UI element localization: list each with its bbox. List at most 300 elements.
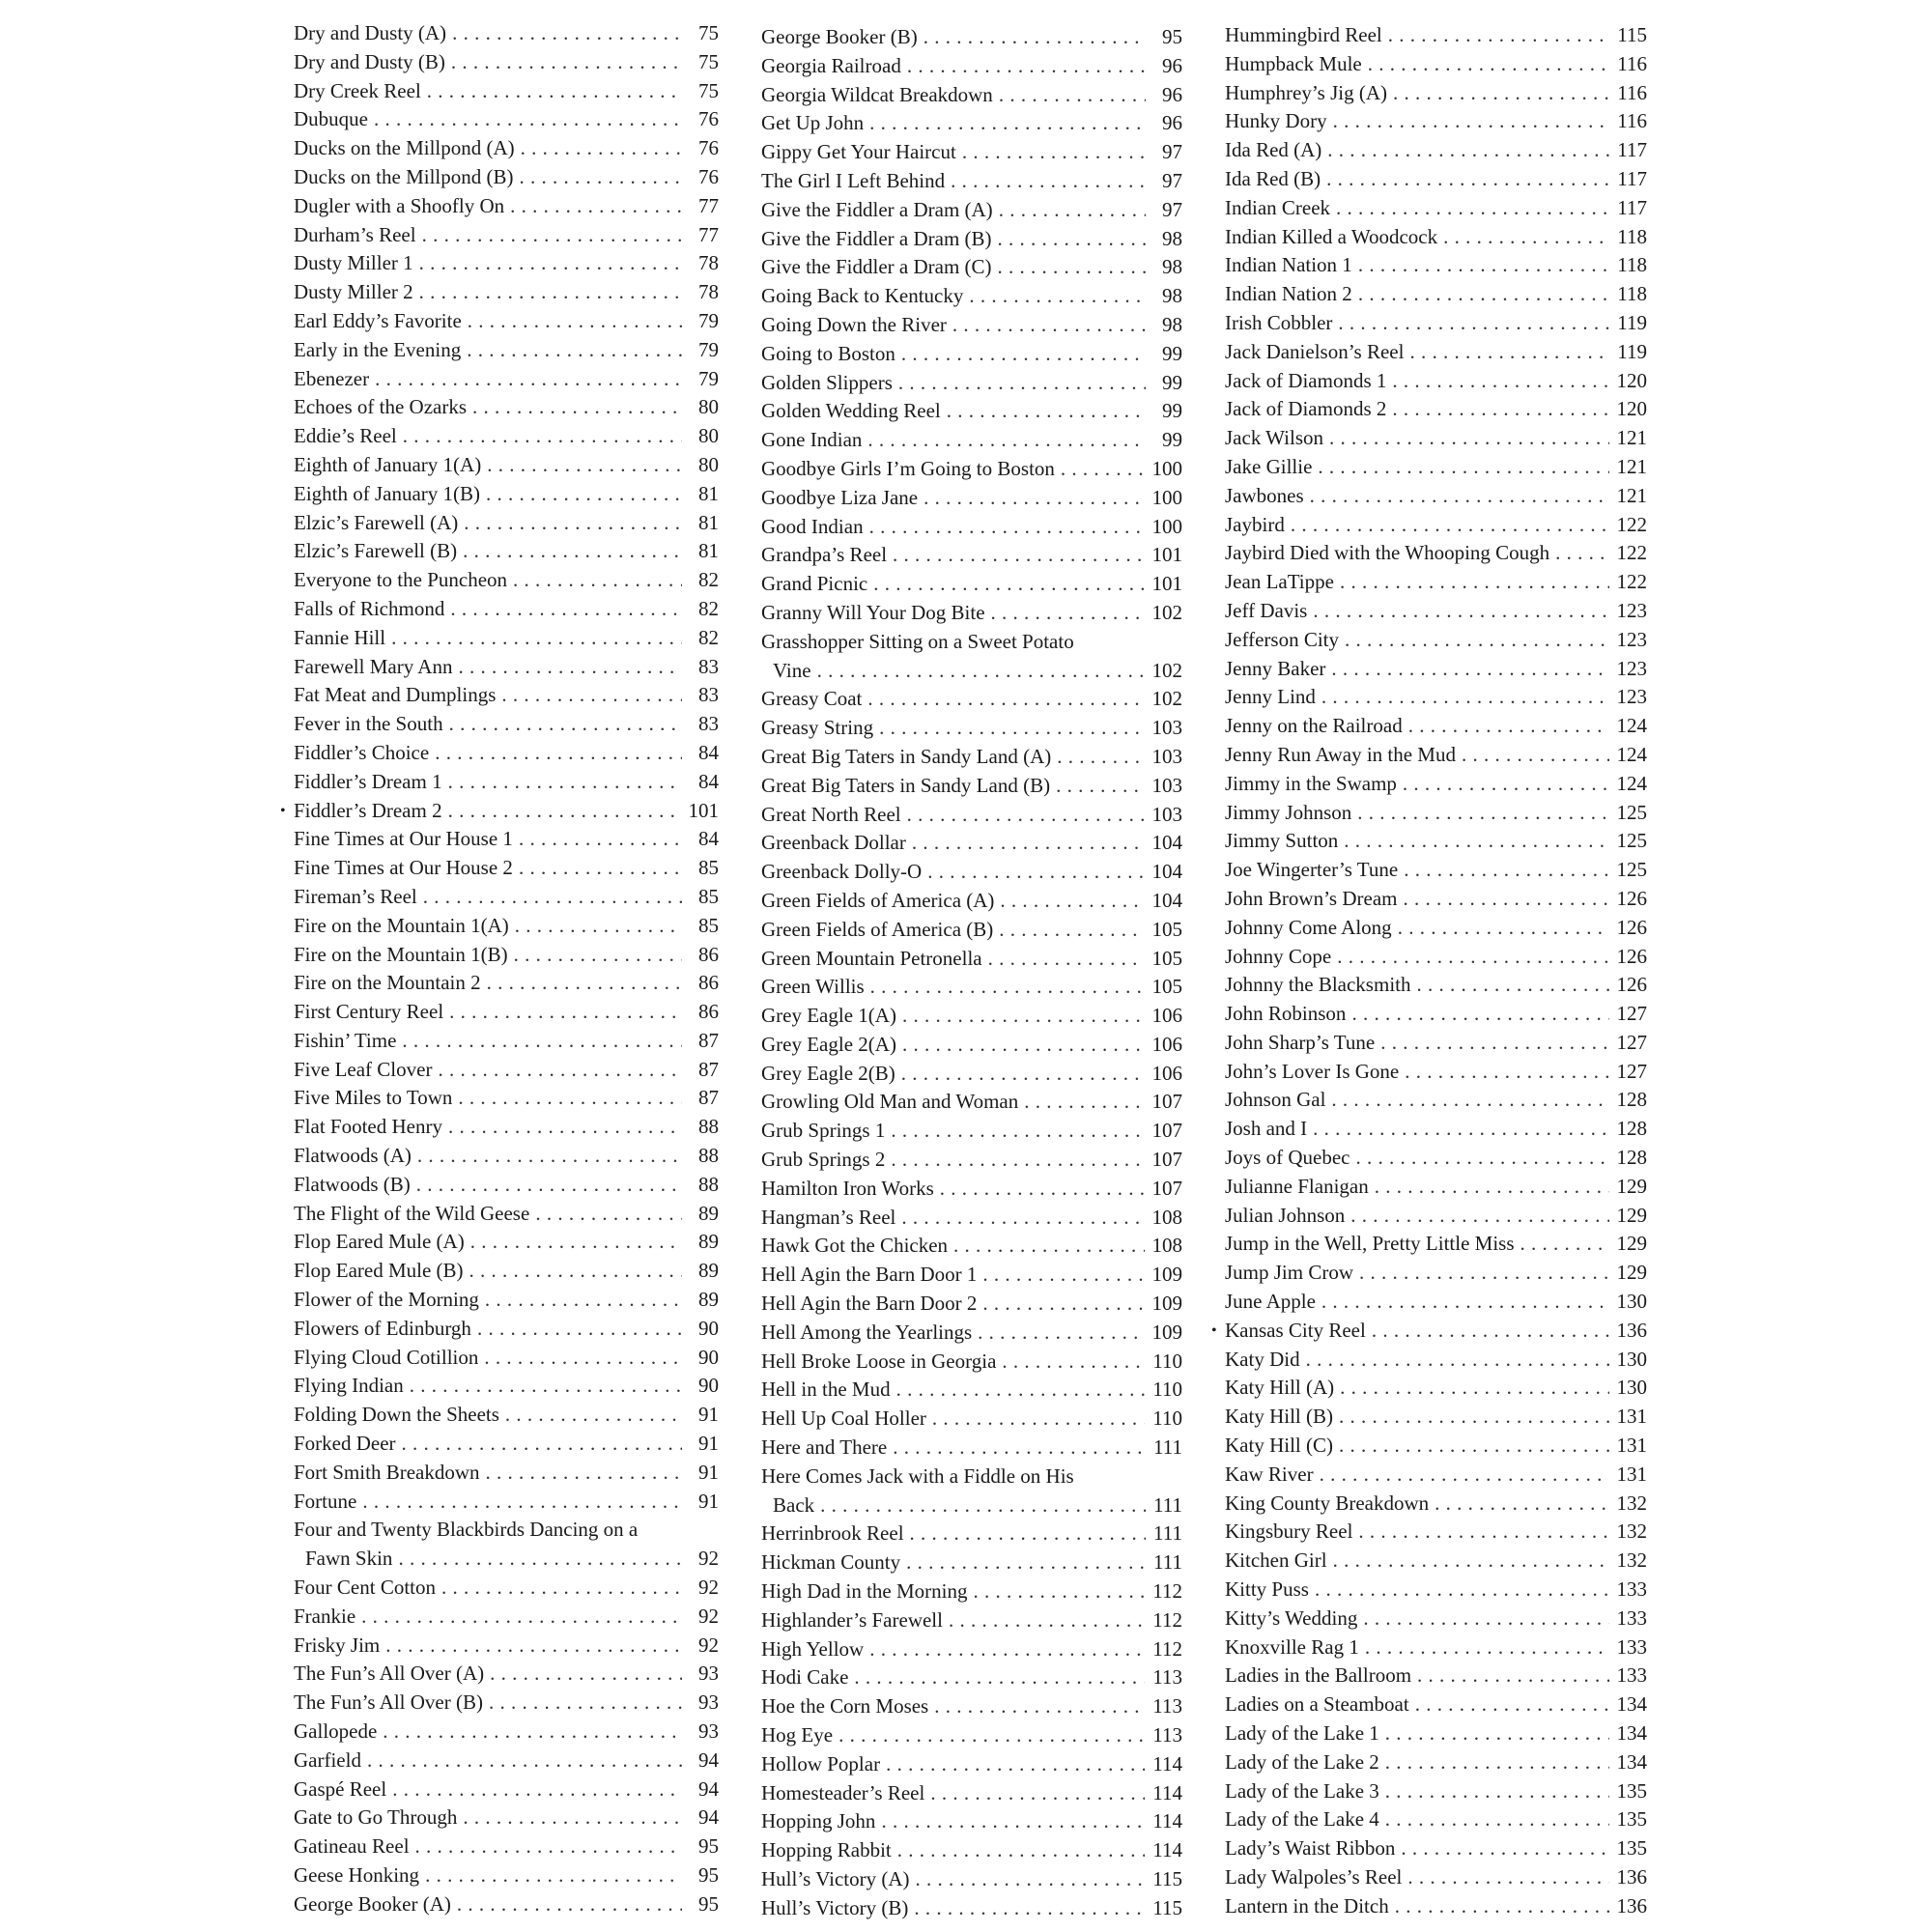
entry-page-number: 127: [1616, 1059, 1647, 1083]
index-entry[interactable]: [761, 253, 1182, 282]
dot-leader: [1401, 1834, 1608, 1863]
index-entry[interactable]: [761, 1463, 1182, 1520]
index-entry[interactable]: [294, 365, 719, 394]
index-entry[interactable]: [761, 1434, 1182, 1463]
index-entry[interactable]: [1211, 1317, 1647, 1346]
index-entry[interactable]: [1225, 770, 1647, 799]
entry-page-number: 128: [1616, 1117, 1647, 1141]
index-entry[interactable]: [1225, 1576, 1647, 1605]
index-entry[interactable]: [294, 825, 719, 854]
index-entry[interactable]: [294, 278, 719, 307]
index-entry[interactable]: [1225, 712, 1647, 741]
index-entry[interactable]: [1225, 338, 1647, 367]
dot-leader: [869, 1635, 1145, 1664]
index-entry[interactable]: [294, 941, 719, 970]
index-entry[interactable]: [761, 916, 1182, 945]
index-entry[interactable]: [1225, 914, 1647, 943]
index-entry[interactable]: [761, 167, 1182, 196]
index-entry[interactable]: [1225, 1690, 1647, 1719]
index-entry[interactable]: [1225, 1374, 1647, 1403]
index-entry[interactable]: [1225, 165, 1647, 194]
index-entry[interactable]: [294, 1027, 719, 1056]
index-entry[interactable]: [761, 1894, 1182, 1923]
entry-page-number: 100: [1151, 456, 1182, 480]
entry-line: [1225, 1317, 1647, 1346]
index-entry[interactable]: [761, 1779, 1182, 1808]
entry-page-number: 89: [698, 1288, 719, 1312]
index-entry[interactable]: [1225, 1719, 1647, 1748]
index-entry[interactable]: [1225, 107, 1647, 136]
index-entry[interactable]: [1225, 1863, 1647, 1892]
entry-title: Irish Cobbler: [1225, 310, 1333, 334]
index-entry[interactable]: [761, 1635, 1182, 1664]
entry-title: Great Big Taters in Sandy Land (B): [761, 773, 1051, 797]
index-entry[interactable]: [294, 1228, 719, 1257]
index-entry[interactable]: [761, 1836, 1182, 1865]
index-entry[interactable]: [294, 192, 719, 221]
index-entry[interactable]: [1225, 1662, 1647, 1690]
dot-leader: [817, 657, 1145, 686]
index-entry[interactable]: [761, 1807, 1182, 1836]
dot-leader: [934, 1692, 1145, 1721]
index-entry[interactable]: [761, 1692, 1182, 1721]
dot-leader: [1404, 856, 1608, 885]
entry-page-number: 133: [1616, 1577, 1647, 1602]
index-entry[interactable]: [761, 1663, 1182, 1692]
index-entry[interactable]: [761, 714, 1182, 743]
index-entry[interactable]: [761, 801, 1182, 830]
index-entry[interactable]: [1225, 482, 1647, 511]
index-entry[interactable]: [761, 1577, 1182, 1606]
entry-title: Four Cent Cotton: [294, 1576, 437, 1600]
entry-line: [294, 1027, 719, 1056]
entry-title: Great Big Taters in Sandy Land (A): [761, 744, 1052, 768]
entry-page-number: 116: [1617, 109, 1647, 133]
dot-leader: [962, 138, 1146, 167]
index-entry[interactable]: [761, 1348, 1182, 1377]
index-entry[interactable]: [294, 883, 719, 912]
index-entry[interactable]: [761, 196, 1182, 225]
index-entry[interactable]: [1225, 280, 1647, 309]
entry-page-number: 115: [1152, 1867, 1182, 1890]
index-entry[interactable]: [761, 484, 1182, 513]
index-entry[interactable]: [1225, 367, 1647, 396]
index-entry[interactable]: [761, 1376, 1182, 1405]
index-entry[interactable]: [1225, 1490, 1647, 1519]
index-entry[interactable]: [294, 1459, 719, 1488]
index-entry[interactable]: [761, 1606, 1182, 1635]
entry-line: [1225, 683, 1647, 712]
entry-page-number: 98: [1162, 312, 1182, 336]
index-entry[interactable]: [1225, 511, 1647, 540]
index-entry[interactable]: [294, 1804, 719, 1833]
entry-page-number: 92: [698, 1547, 719, 1571]
index-entry[interactable]: [294, 393, 719, 422]
entry-page-number: 121: [1616, 454, 1647, 478]
index-entry[interactable]: [294, 1113, 719, 1142]
index-entry[interactable]: [761, 1290, 1182, 1319]
entry-title: Folding Down the Sheets: [294, 1403, 499, 1427]
dot-leader: [891, 1117, 1144, 1146]
index-entry[interactable]: [294, 969, 719, 998]
dot-leader: [1443, 223, 1609, 252]
index-entry[interactable]: [294, 1344, 719, 1373]
entry-page-number: 128: [1616, 1088, 1647, 1112]
index-entry[interactable]: [294, 1257, 719, 1286]
index-entry[interactable]: [294, 1372, 719, 1401]
entry-page-number: 75: [698, 49, 719, 73]
entry-page-number: 122: [1616, 570, 1647, 594]
entry-title: Dubuque: [294, 107, 368, 131]
dot-leader: [448, 1113, 682, 1142]
entry-title: Hummingbird Reel: [1225, 23, 1382, 46]
index-entry[interactable]: [294, 739, 719, 768]
entry-page-number: 85: [698, 856, 719, 880]
entry-title: Hell Among the Yearlings: [761, 1320, 973, 1344]
index-entry[interactable]: [1225, 1547, 1647, 1576]
index-entry[interactable]: [294, 537, 719, 566]
index-entry[interactable]: [1225, 136, 1647, 165]
index-entry[interactable]: [294, 624, 719, 653]
dot-leader: [949, 1606, 1145, 1635]
entry-line: [1225, 1518, 1647, 1547]
entry-line: [761, 1290, 1182, 1319]
index-entry[interactable]: [294, 1488, 719, 1517]
index-entry[interactable]: [1225, 1518, 1647, 1547]
entry-title: The Fun’s All Over (A): [294, 1662, 485, 1686]
entry-line: [761, 1175, 1182, 1204]
index-entry[interactable]: [1225, 1115, 1647, 1144]
entry-page-number: 135: [1616, 1807, 1647, 1832]
entry-line: [294, 249, 719, 278]
entry-line: [294, 1574, 719, 1603]
index-entry[interactable]: [1225, 1748, 1647, 1777]
index-entry[interactable]: [294, 1056, 719, 1085]
entry-line: [1225, 943, 1647, 972]
index-entry[interactable]: [294, 1689, 719, 1718]
index-entry[interactable]: [294, 710, 719, 739]
index-entry[interactable]: [761, 829, 1182, 858]
index-entry[interactable]: [294, 221, 719, 250]
index-entry[interactable]: [761, 1319, 1182, 1348]
index-entry[interactable]: [294, 1632, 719, 1661]
index-entry[interactable]: [294, 1890, 719, 1919]
entry-line: [761, 1088, 1182, 1117]
index-entry[interactable]: [294, 509, 719, 538]
dot-leader: [881, 1807, 1145, 1836]
index-entry[interactable]: [1225, 1000, 1647, 1029]
index-entry[interactable]: [761, 225, 1182, 254]
index-entry[interactable]: [761, 1261, 1182, 1290]
index-entry[interactable]: [294, 1833, 719, 1861]
index-entry[interactable]: [1225, 453, 1647, 482]
entry-line: [1225, 1605, 1647, 1634]
index-entry[interactable]: [761, 628, 1182, 686]
dot-leader: [1385, 1719, 1609, 1748]
index-entry[interactable]: [294, 134, 719, 163]
index-entry[interactable]: [761, 743, 1182, 772]
index-entry[interactable]: [761, 1088, 1182, 1117]
entry-page-number: 114: [1152, 1809, 1182, 1833]
index-entry[interactable]: [294, 653, 719, 682]
index-entry[interactable]: [294, 566, 719, 595]
index-entry[interactable]: [761, 109, 1182, 138]
dot-leader: [1363, 1605, 1608, 1634]
index-entry[interactable]: [294, 854, 719, 883]
entry-page-number: 129: [1616, 1232, 1647, 1256]
index-entry[interactable]: [761, 513, 1182, 542]
entry-line: [1225, 1029, 1647, 1058]
index-entry[interactable]: [761, 1060, 1182, 1089]
dot-leader: [1359, 1259, 1608, 1288]
index-entry[interactable]: [294, 105, 719, 134]
entry-line: [1225, 770, 1647, 799]
index-entry[interactable]: [294, 422, 719, 451]
index-entry[interactable]: [1225, 1086, 1647, 1115]
index-entry[interactable]: [761, 599, 1182, 628]
index-entry[interactable]: [1225, 655, 1647, 684]
index-entry[interactable]: [761, 1117, 1182, 1146]
dot-leader: [1388, 21, 1610, 50]
index-entry[interactable]: [761, 1002, 1182, 1031]
index-entry[interactable]: [1225, 395, 1647, 424]
index-entry[interactable]: [1225, 943, 1647, 972]
index-entry[interactable]: [761, 369, 1182, 398]
entry-title: Green Fields of America (B): [761, 917, 994, 941]
index-entry[interactable]: [761, 1750, 1182, 1779]
entry-page-number: 101: [688, 798, 719, 822]
dot-leader: [916, 1865, 1146, 1894]
index-entry[interactable]: [1225, 1432, 1647, 1461]
index-entry[interactable]: [1225, 1461, 1647, 1490]
index-entry[interactable]: [1225, 309, 1647, 338]
index-entry[interactable]: [1225, 1892, 1647, 1921]
index-entry[interactable]: [1225, 539, 1647, 568]
index-entry[interactable]: [1225, 683, 1647, 712]
entry-title: High Dad in the Morning: [761, 1579, 968, 1604]
entry-title: Kingsbury Reel: [1225, 1520, 1353, 1544]
index-entry[interactable]: [1225, 568, 1647, 597]
index-entry[interactable]: [294, 451, 719, 480]
entry-title: Georgia Wildcat Breakdown: [761, 82, 993, 106]
index-entry[interactable]: [761, 340, 1182, 369]
index-entry[interactable]: [1225, 1259, 1647, 1288]
index-entry[interactable]: [294, 998, 719, 1027]
entry-title: Fireman’s Reel: [294, 884, 417, 908]
entry-page-number: 123: [1616, 598, 1647, 622]
index-entry[interactable]: [294, 249, 719, 278]
index-entry[interactable]: [761, 887, 1182, 916]
index-entry[interactable]: [761, 1204, 1182, 1233]
index-entry[interactable]: [761, 81, 1182, 110]
index-entry[interactable]: [1225, 21, 1647, 50]
index-entry[interactable]: [1225, 50, 1647, 79]
index-entry[interactable]: [1225, 1029, 1647, 1058]
index-entry[interactable]: [294, 1603, 719, 1632]
index-entry[interactable]: [1225, 1777, 1647, 1806]
index-entry[interactable]: [294, 768, 719, 797]
dot-leader: [505, 1401, 682, 1430]
index-entry[interactable]: [294, 336, 719, 365]
index-entry[interactable]: [294, 1516, 719, 1574]
dot-leader: [448, 797, 681, 826]
index-entry[interactable]: [1225, 1058, 1647, 1087]
index-entry[interactable]: [294, 48, 719, 77]
entry-title: Get Up John: [761, 111, 865, 135]
index-entry[interactable]: [761, 858, 1182, 887]
index-entry[interactable]: [761, 426, 1182, 455]
index-entry[interactable]: [1225, 1144, 1647, 1173]
index-entry[interactable]: [761, 1865, 1182, 1894]
entry-line: [761, 570, 1182, 599]
index-entry[interactable]: [761, 311, 1182, 340]
entry-line: [294, 566, 719, 595]
index-entry[interactable]: [294, 1861, 719, 1890]
entry-page-number: 136: [1616, 1865, 1647, 1889]
index-entry[interactable]: [294, 595, 719, 624]
index-entry[interactable]: [294, 1171, 719, 1200]
entry-line: [761, 426, 1182, 455]
index-entry[interactable]: [761, 138, 1182, 167]
index-entry[interactable]: [1225, 885, 1647, 914]
index-entry[interactable]: [294, 1142, 719, 1171]
index-entry[interactable]: [761, 397, 1182, 426]
index-entry[interactable]: [1225, 597, 1647, 626]
index-entry[interactable]: [294, 480, 719, 509]
entry-title: Good Indian: [761, 514, 864, 538]
entry-page-number: 101: [1151, 543, 1182, 567]
dot-leader: [988, 945, 1145, 974]
index-entry[interactable]: [294, 1401, 719, 1430]
index-entry[interactable]: [294, 1574, 719, 1603]
index-entry[interactable]: [761, 772, 1182, 801]
dot-leader: [416, 1171, 682, 1200]
index-entry[interactable]: [1225, 1346, 1647, 1375]
dot-leader: [906, 1548, 1146, 1577]
entry-title: Greenback Dollar: [761, 831, 906, 855]
entry-page-number: 98: [1162, 255, 1182, 279]
index-entry[interactable]: [1225, 251, 1647, 280]
index-entry[interactable]: [1225, 424, 1647, 453]
index-entry[interactable]: [761, 1232, 1182, 1261]
entry-page-number: 113: [1152, 1665, 1182, 1690]
dot-leader: [1357, 799, 1608, 828]
entry-line: [1225, 1144, 1647, 1173]
entry-title: Greasy Coat: [761, 687, 863, 711]
index-entry[interactable]: [1225, 1403, 1647, 1432]
entry-title: Jaybird Died with the Whooping Cough: [1225, 541, 1550, 565]
dot-leader: [982, 1261, 1144, 1290]
index-entry[interactable]: [294, 681, 719, 710]
entry-title: Johnny Cope: [1225, 944, 1332, 968]
index-entry[interactable]: [761, 1721, 1182, 1750]
dot-leader: [1398, 914, 1609, 943]
index-entry[interactable]: [761, 1146, 1182, 1175]
index-entry[interactable]: [761, 1031, 1182, 1060]
entry-line: [1225, 1288, 1647, 1317]
index-entry[interactable]: [1225, 1634, 1647, 1662]
index-entry[interactable]: [761, 1520, 1182, 1548]
index-entry[interactable]: [294, 1200, 719, 1229]
entry-title: Flowers of Edinburgh: [294, 1316, 471, 1340]
index-entry[interactable]: [761, 541, 1182, 570]
index-entry[interactable]: [761, 570, 1182, 599]
index-entry[interactable]: [761, 282, 1182, 311]
index-entry[interactable]: [1225, 1605, 1647, 1634]
index-entry[interactable]: [761, 1548, 1182, 1577]
index-entry[interactable]: [1225, 1173, 1647, 1202]
index-entry[interactable]: [294, 1776, 719, 1804]
index-entry[interactable]: [1225, 1230, 1647, 1259]
entry-line: [294, 192, 719, 221]
index-entry[interactable]: [294, 1718, 719, 1747]
index-entry[interactable]: [294, 77, 719, 106]
index-entry[interactable]: [1225, 741, 1647, 770]
index-entry[interactable]: [1225, 856, 1647, 885]
entry-line: [761, 138, 1182, 167]
entry-title: Elzic’s Farewell (B): [294, 539, 458, 563]
index-entry[interactable]: [761, 52, 1182, 81]
index-entry[interactable]: [280, 797, 719, 826]
index-entry[interactable]: [294, 163, 719, 192]
index-entry[interactable]: [294, 19, 719, 48]
index-entry[interactable]: [1225, 79, 1647, 108]
index-entry[interactable]: [761, 1405, 1182, 1434]
entry-page-number: 84: [698, 740, 719, 764]
index-entry[interactable]: [294, 912, 719, 941]
index-entry[interactable]: [761, 685, 1182, 714]
index-entry[interactable]: [294, 307, 719, 336]
entry-line: [1225, 482, 1647, 511]
index-entry[interactable]: [294, 1084, 719, 1113]
dot-leader: [940, 1175, 1145, 1204]
entry-line: [761, 513, 1182, 542]
index-entry[interactable]: [761, 945, 1182, 974]
entry-line: [1225, 309, 1647, 338]
index-entry[interactable]: [761, 1175, 1182, 1204]
entry-title: Lady Walpoles’s Reel: [1225, 1865, 1403, 1889]
index-entry[interactable]: [294, 1315, 719, 1344]
index-entry[interactable]: [761, 455, 1182, 484]
index-entry[interactable]: [1225, 799, 1647, 828]
dot-leader: [1306, 1346, 1609, 1375]
entry-line: [1225, 1777, 1647, 1806]
index-column-1: [280, 19, 719, 1919]
index-entry[interactable]: [1225, 1834, 1647, 1863]
index-entry[interactable]: [1225, 194, 1647, 223]
index-entry[interactable]: [294, 1286, 719, 1315]
index-entry[interactable]: [1225, 1288, 1647, 1317]
dot-leader: [383, 1718, 682, 1747]
entry-line: [761, 1750, 1182, 1779]
dot-leader: [930, 1779, 1145, 1808]
index-entry[interactable]: [294, 1430, 719, 1459]
entry-title: Hollow Poplar: [761, 1751, 881, 1776]
index-entry[interactable]: [1225, 971, 1647, 1000]
index-entry[interactable]: [1225, 1202, 1647, 1231]
entry-page-number: 121: [1616, 483, 1647, 507]
index-entry[interactable]: [761, 973, 1182, 1002]
index-entry[interactable]: [294, 1660, 719, 1689]
entry-line: [1225, 1547, 1647, 1576]
index-entry[interactable]: [1225, 827, 1647, 856]
entry-page-number: 131: [1616, 1434, 1647, 1458]
index-entry[interactable]: [294, 1747, 719, 1776]
index-entry[interactable]: [1225, 223, 1647, 252]
index-entry[interactable]: [1225, 626, 1647, 655]
index-entry[interactable]: [1225, 1805, 1647, 1834]
index-entry[interactable]: [761, 23, 1182, 52]
